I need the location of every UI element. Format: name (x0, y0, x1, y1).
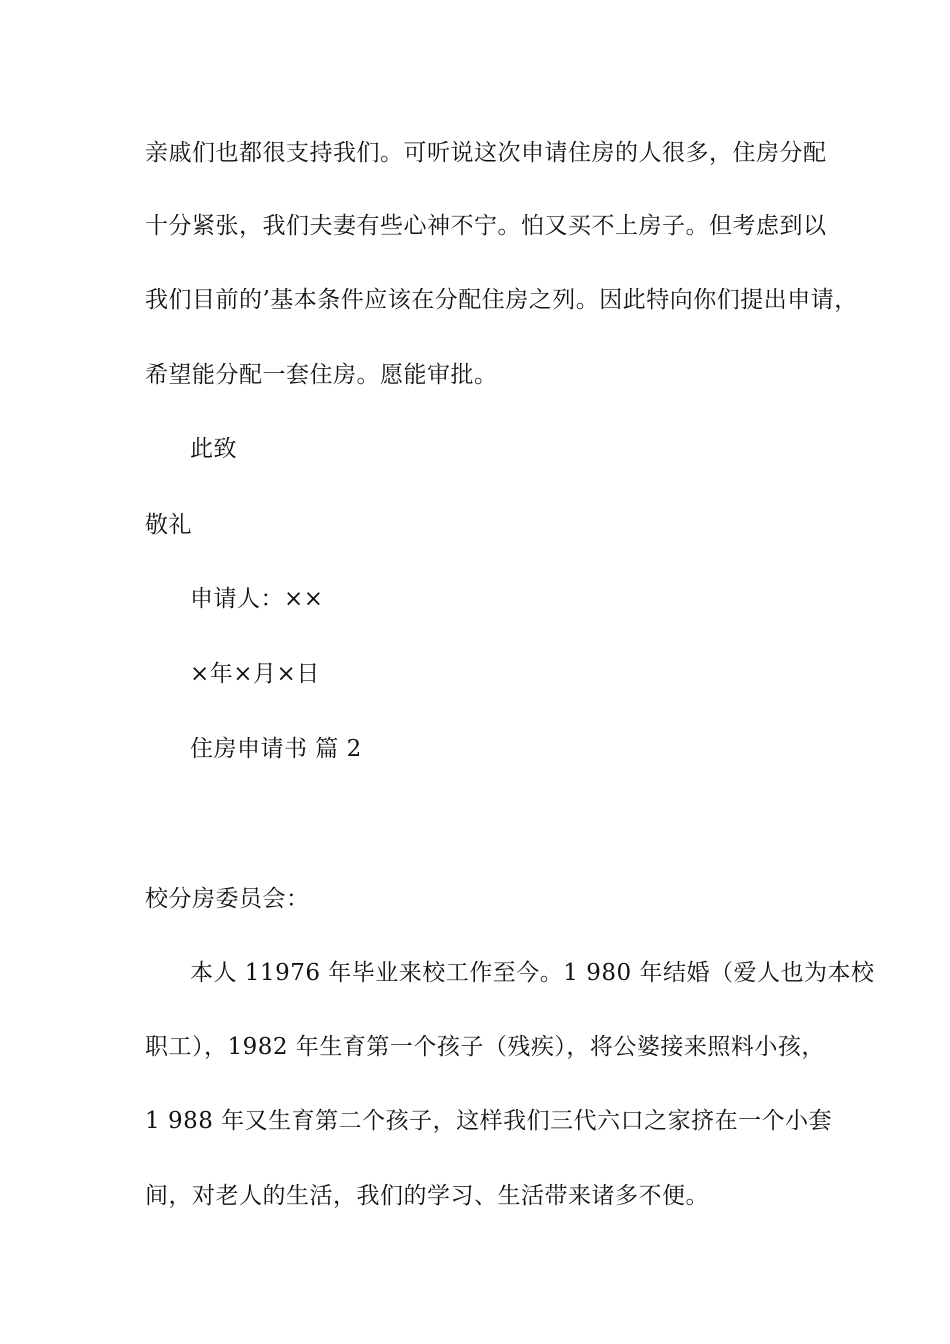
paragraph-line: 1 988 年又生育第二个孩子，这样我们三代六口之家挤在一个小套 (145, 1108, 833, 1134)
date-line: ×年×月×日 (190, 661, 320, 687)
section-title: 住房申请书 篇 2 (190, 736, 362, 762)
paragraph-line: 亲戚们也都很支持我们。可听说这次申请住房的人很多，住房分配 (145, 140, 827, 166)
paragraph-line: 职工），1982 年生育第一个孩子（残疾），将公婆接来照料小孩， (145, 1034, 825, 1060)
paragraph-line: 希望能分配一套住房。愿能审批。 (145, 362, 498, 388)
paragraph-line: 我们目前的’基本条件应该在分配住房之列。因此特向你们提出申请， (145, 287, 858, 313)
applicant-signature: 申请人：×× (190, 586, 324, 612)
closing-regards: 敬礼 (145, 512, 192, 538)
closing-salutation: 此致 (190, 436, 237, 462)
addressee: 校分房委员会： (145, 886, 310, 912)
paragraph-line: 本人 11976 年毕业来校工作至今。1 980 年结婚（爱人也为本校 (190, 960, 875, 986)
paragraph-line: 十分紧张，我们夫妻有些心神不宁。怕又买不上房子。但考虑到以 (145, 213, 827, 239)
paragraph-line: 间，对老人的生活，我们的学习、生活带来诸多不便。 (145, 1183, 709, 1209)
